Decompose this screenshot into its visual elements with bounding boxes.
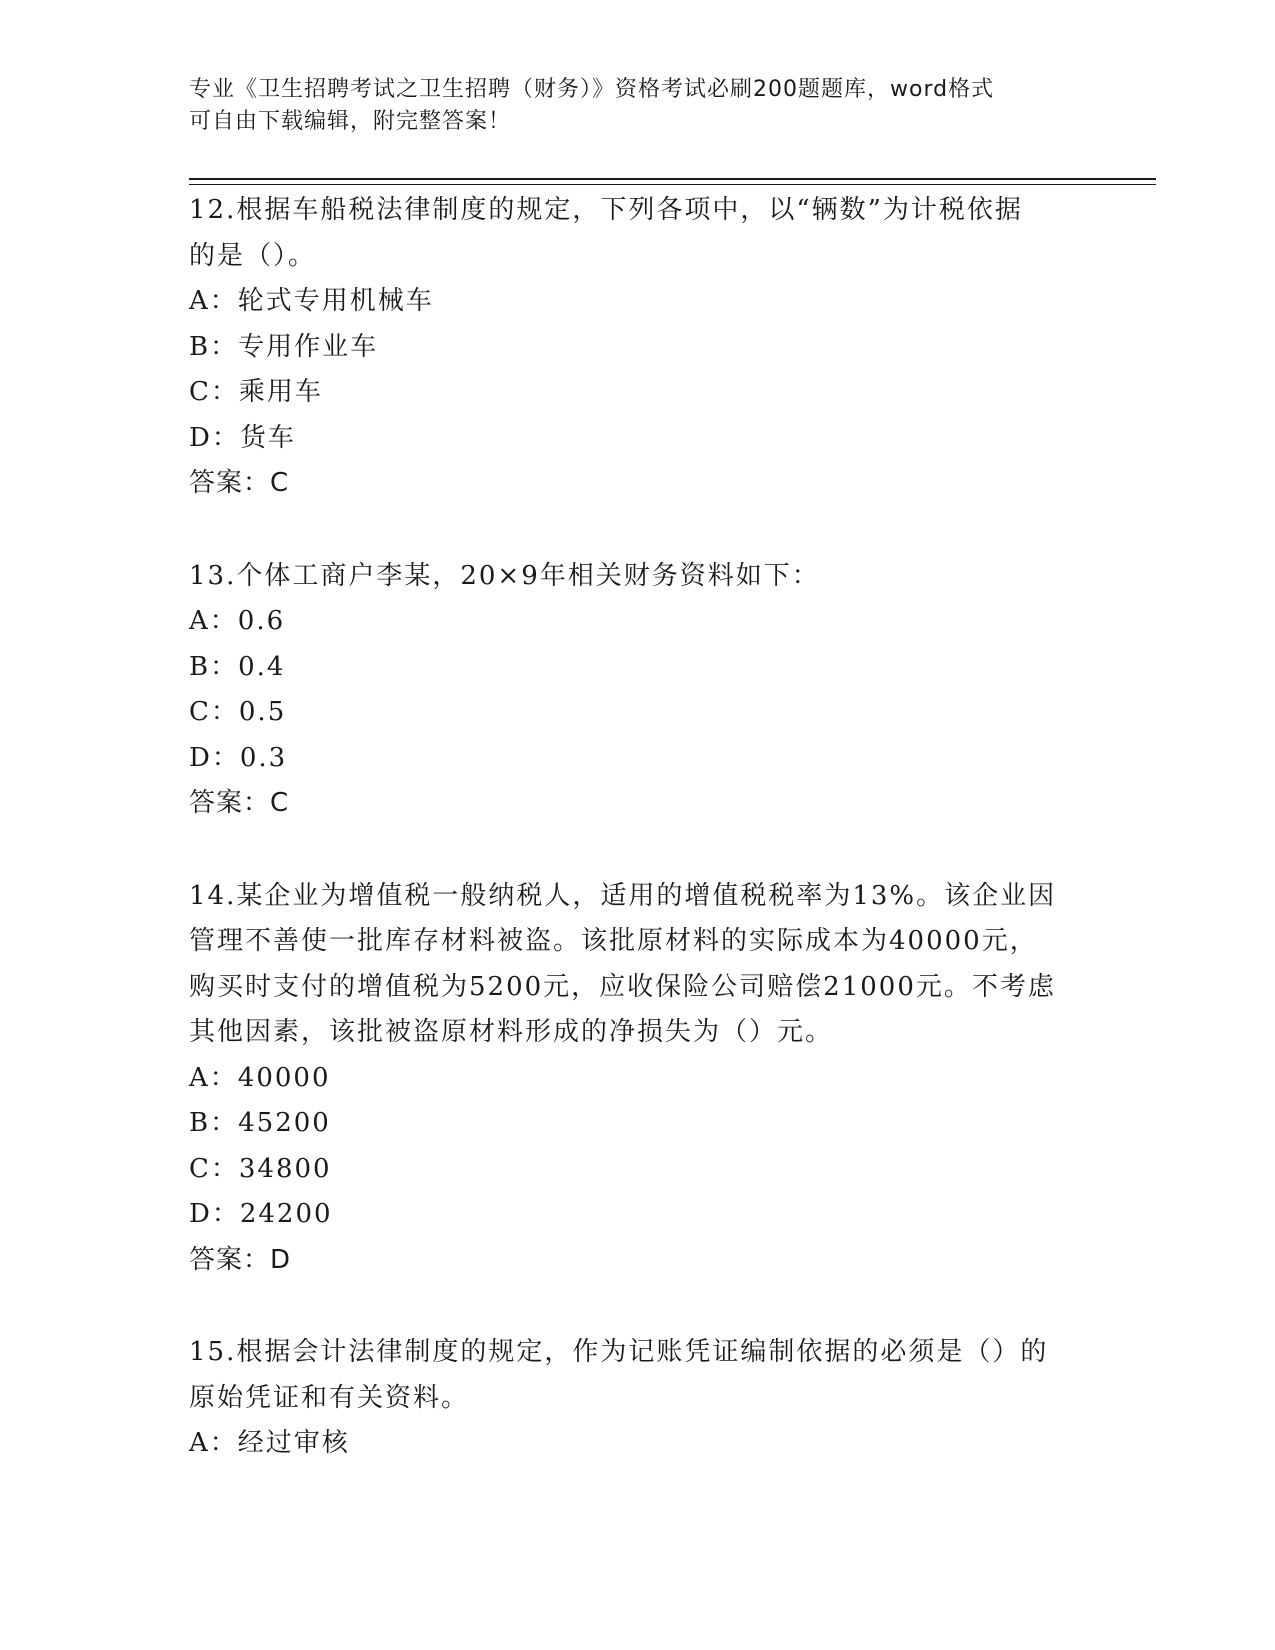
question-13 bbox=[189, 554, 1089, 827]
option-c: C：34800 bbox=[189, 1153, 332, 1184]
question-list bbox=[189, 188, 1089, 1467]
option-a: A：轮式专用机械车 bbox=[189, 286, 434, 316]
document-header bbox=[189, 74, 1089, 138]
option-b: B：0.4 bbox=[189, 651, 286, 682]
question-text-line: 14.某企业为增值税一般纳税人，适用的增值税税率为13%。该企业因 bbox=[189, 880, 1057, 911]
answer: 答案：C bbox=[189, 788, 290, 818]
header-divider-thin bbox=[189, 184, 1156, 185]
option-a: A：40000 bbox=[189, 1062, 331, 1093]
question-text-line: 其他因素，该批被盗原材料形成的净损失为（）元。 bbox=[189, 1017, 834, 1047]
question-text-line: 原始凭证和有关资料。 bbox=[189, 1382, 470, 1413]
header-line-2: 可自由下载编辑，附完整答案！ bbox=[189, 109, 512, 134]
header-divider-thick bbox=[189, 178, 1156, 180]
question-15 bbox=[189, 1330, 1089, 1467]
question-14 bbox=[189, 874, 1089, 1284]
option-c: C：乘用车 bbox=[189, 377, 323, 407]
answer: 答案：C bbox=[189, 468, 290, 498]
option-b: B：45200 bbox=[189, 1108, 331, 1138]
option-a: A：0.6 bbox=[189, 606, 286, 636]
option-d: D：24200 bbox=[189, 1199, 333, 1229]
option-c: C：0.5 bbox=[189, 697, 287, 727]
question-text-line: 管理不善使一批库存材料被盗。该批原材料的实际成本为40000元， bbox=[189, 926, 1038, 956]
question-text-line: 15.根据会计法律制度的规定，作为记账凭证编制依据的必须是（）的 bbox=[189, 1337, 1049, 1367]
question-12 bbox=[189, 188, 1089, 507]
question-text-line: 的是（）。 bbox=[189, 240, 317, 271]
option-d: D：0.3 bbox=[189, 742, 288, 773]
option-d: D：货车 bbox=[189, 422, 296, 453]
question-text-line: 12.根据车船税法律制度的规定，下列各项中，以“辆数”为计税依据 bbox=[189, 195, 1023, 225]
option-a: A：经过审核 bbox=[189, 1428, 350, 1458]
option-b: B：专用作业车 bbox=[189, 331, 379, 362]
header-line-1: 专业《卫生招聘考试之卫生招聘（财务）》资格考试必刷200题题库，word格式 bbox=[189, 77, 995, 102]
answer: 答案：D bbox=[189, 1244, 292, 1275]
question-text-line: 购买时支付的增值税为5200元，应收保险公司赔偿21000元。不考虑 bbox=[189, 971, 1056, 1002]
question-text-line: 13.个体工商户李某，20×9年相关财务资料如下： bbox=[189, 560, 820, 591]
